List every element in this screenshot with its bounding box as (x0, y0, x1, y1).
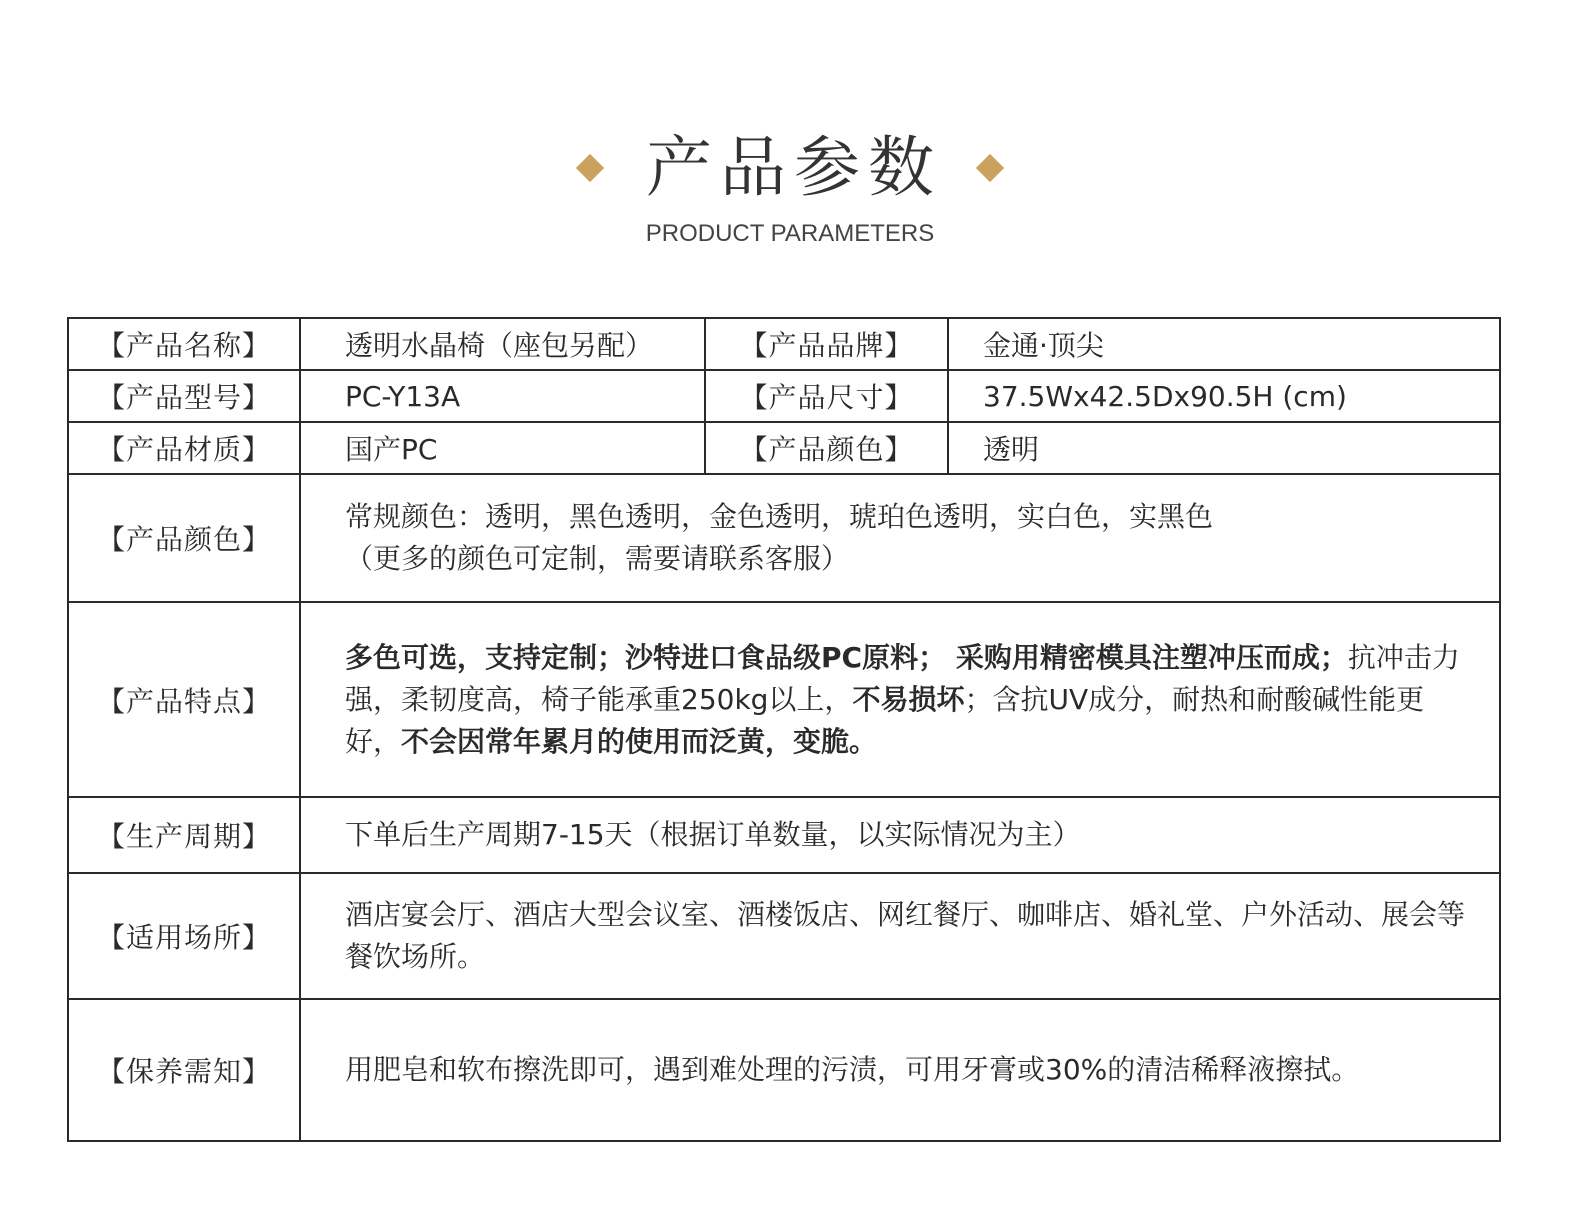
product-colors-label: 【产品颜色】 (68, 474, 300, 602)
product-model-label: 【产品型号】 (68, 370, 300, 422)
product-model-value: PC-Y13A (300, 370, 705, 422)
features-text-2: ；含抗UV成分，耐热和耐酸碱性能更好， (345, 682, 1425, 758)
care-instructions-value: 用肥皂和软布擦洗即可，遇到难处理的污渍，可用牙膏或30%的清洁稀释液擦拭。 (300, 999, 1500, 1141)
table-row (68, 602, 1500, 797)
product-brand-label: 【产品品牌】 (705, 318, 948, 370)
section-header (0, 128, 1580, 248)
product-features-label: 【产品特点】 (68, 602, 300, 797)
features-text-1: 抗冲击力强，柔韧度高，椅子能承重250kg以上， (345, 640, 1460, 716)
diamond-right-icon (976, 154, 1004, 182)
table-row (68, 474, 1500, 602)
features-highlight-1: 多色可选，支持定制；沙特进口食品级PC原料； 采购用精密模具注塑冲压而成； (345, 640, 1348, 674)
product-material-label: 【产品材质】 (68, 422, 300, 474)
table-row (68, 873, 1500, 999)
product-colors-value (300, 474, 1500, 602)
colors-line-2: （更多的颜色可定制，需要请联系客服） (345, 542, 850, 575)
product-color-label: 【产品颜色】 (705, 422, 948, 474)
product-name-value: 透明水晶椅（座包另配） (300, 318, 705, 370)
table-row (68, 370, 1500, 422)
table-row (68, 422, 1500, 474)
page-subtitle: PRODUCT PARAMETERS (645, 220, 935, 247)
table-row (68, 999, 1500, 1141)
diamond-left-icon (576, 154, 604, 182)
table-row (68, 318, 1500, 370)
product-material-value: 国产PC (300, 422, 705, 474)
title-row (0, 128, 1580, 208)
product-name-label: 【产品名称】 (68, 318, 300, 370)
product-size-label: 【产品尺寸】 (705, 370, 948, 422)
colors-line-1: 常规颜色：透明，黑色透明，金色透明，琥珀色透明，实白色，实黑色 (345, 500, 1214, 533)
features-highlight-3: 不会因常年累月的使用而泛黄，变脆。 (401, 724, 878, 758)
product-brand-value: 金通·顶尖 (948, 318, 1500, 370)
production-cycle-label: 【生产周期】 (68, 797, 300, 873)
parameters-table (67, 317, 1501, 1142)
product-features-value (300, 602, 1500, 797)
features-highlight-2: 不易损坏 (852, 682, 965, 716)
product-color-value: 透明 (948, 422, 1500, 474)
production-cycle-value: 下单后生产周期7-15天（根据订单数量，以实际情况为主） (300, 797, 1500, 873)
applicable-places-value: 酒店宴会厅、酒店大型会议室、酒楼饭店、网红餐厅、咖啡店、婚礼堂、户外活动、展会等餐饮场所。 (300, 873, 1500, 999)
applicable-places-label: 【适用场所】 (68, 873, 300, 999)
product-size-value: 37.5Wx42.5Dx90.5H (cm) (948, 370, 1500, 422)
page-title: 产品参数 (646, 129, 942, 206)
care-instructions-label: 【保养需知】 (68, 999, 300, 1141)
table-row (68, 797, 1500, 873)
